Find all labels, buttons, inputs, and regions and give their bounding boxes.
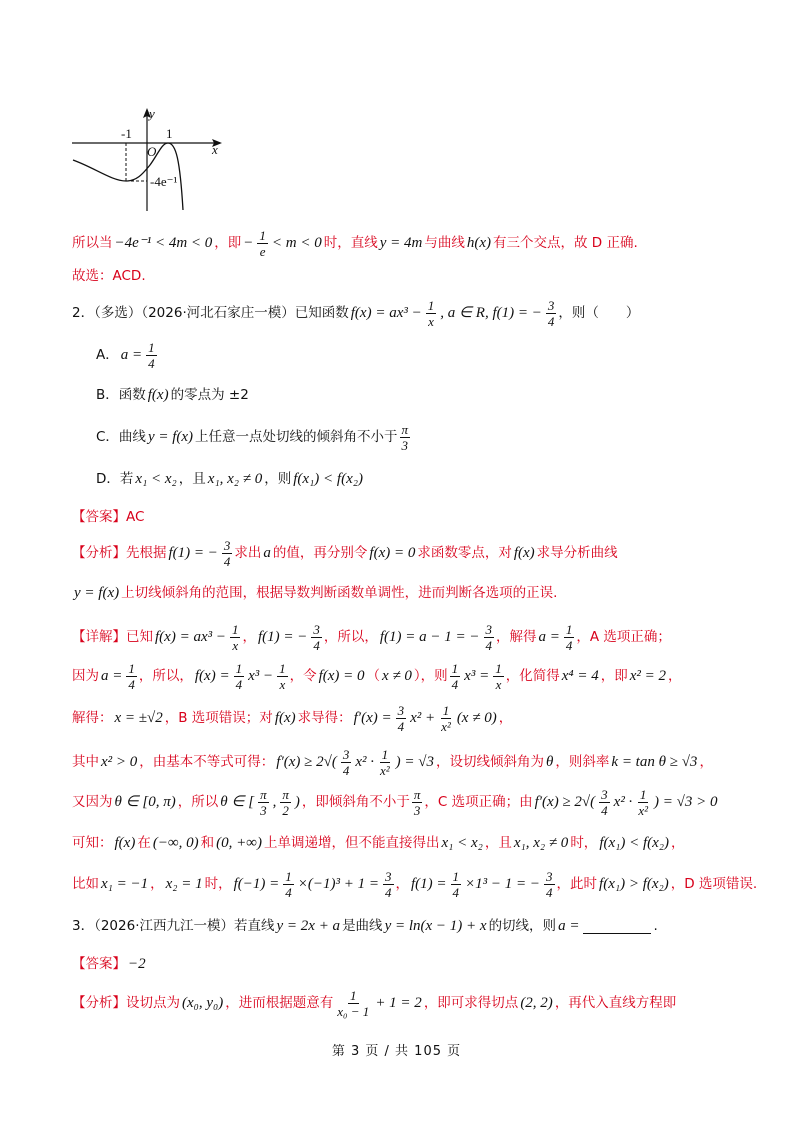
section-label: 【分析】 (72, 545, 126, 561)
text-run: 3．（2026·江西九江一模）若直线 (72, 918, 275, 934)
fraction-numerator: 1 (451, 660, 459, 676)
math-expression: (x ≠ 0) (456, 710, 497, 726)
text-run: 有三个交点，故 D 正确. (493, 235, 638, 251)
math-expression: f′(x) ≥ 2√( (276, 754, 337, 770)
math-expression: a = (558, 918, 580, 934)
math-expression: ×1³ − 1 = − (465, 876, 541, 892)
math-expression: ×(−1)³ + 1 = (297, 876, 380, 892)
math-expression: x ≠ 0 (382, 668, 412, 684)
text-run: ， (150, 876, 164, 892)
fraction-denominator: x (279, 676, 286, 692)
math-expression: f(x) = ax³ − (155, 629, 226, 645)
text-run: ，D 选项错误. (670, 876, 758, 892)
text-run: AC (126, 509, 145, 525)
math-expression: x₁ = −1 (101, 876, 149, 892)
math-fraction (493, 661, 504, 692)
math-expression: x² · (613, 794, 633, 810)
text-run: ， (671, 835, 685, 851)
math-expression: y = ln(x − 1) + x (384, 918, 487, 934)
fraction-numerator: 3 (223, 537, 231, 553)
fraction-denominator: 4 (313, 637, 320, 653)
text-run: 时， (204, 876, 232, 892)
math-fraction (636, 787, 650, 818)
math-expression: f(x) = (194, 668, 230, 684)
text-line (72, 989, 676, 1017)
fraction-denominator: 4 (148, 355, 155, 371)
answer-blank (583, 919, 651, 934)
math-expression: f′(x) = (353, 710, 392, 726)
math-fraction (258, 787, 269, 818)
text-line (72, 539, 618, 567)
fraction-denominator: x (232, 637, 239, 653)
text-run: ， (667, 668, 682, 684)
fraction-numerator: 1 (231, 621, 239, 637)
fraction-denominator: 4 (601, 802, 608, 818)
fraction-numerator: 1 (565, 621, 573, 637)
fraction-numerator: 3 (601, 786, 608, 802)
text-run: ，进而根据题意有 (225, 995, 334, 1011)
math-expression: x³ = (464, 668, 490, 684)
fraction-numerator: 1 (427, 297, 435, 313)
math-expression: y = f(x) (74, 585, 120, 601)
math-fraction (383, 869, 394, 900)
math-expression: , a ∈ R, f(1) = − (440, 305, 542, 321)
text-line (72, 662, 681, 690)
text-run: 的零点为 ±2 (170, 387, 249, 403)
fraction-denominator: x₀ − 1 (337, 1003, 370, 1019)
math-expression: x² > 0 (101, 754, 138, 770)
math-expression: f(x) (513, 545, 535, 561)
text-line (96, 381, 249, 409)
text-line (72, 262, 146, 290)
text-run: 上任意一点处切线的倾斜角不小于 (195, 429, 398, 445)
fraction-denominator: 4 (547, 313, 555, 329)
fraction-denominator: 4 (546, 884, 553, 900)
text-run: B．函数 (96, 387, 146, 403)
math-expression: x₁ < x₂ (135, 471, 177, 487)
text-run: ， (699, 754, 713, 770)
text-run: 时，直线 (323, 235, 378, 251)
math-expression: x² = 2 (629, 668, 666, 684)
math-expression: a = (538, 629, 560, 645)
fraction-denominator: 4 (342, 762, 350, 778)
math-expression: f(1) = (411, 876, 447, 892)
math-expression: , (272, 794, 277, 810)
fraction-denominator: 4 (235, 676, 243, 692)
math-expression: a (263, 545, 271, 561)
fraction-numerator: 1 (381, 746, 389, 762)
text-run: 已知 (126, 629, 153, 645)
text-line (72, 299, 639, 327)
text-run: 是曲线 (342, 918, 383, 934)
section-label: 【分析】 (72, 995, 126, 1011)
math-expression: θ ∈ [ (220, 794, 255, 810)
math-fraction (544, 869, 555, 900)
math-expression: f(x₁) > f(x₂) (599, 876, 669, 892)
text-run: ，再代入直线方程即 (554, 995, 677, 1011)
math-fraction (283, 869, 294, 900)
fraction-numerator: 1 (279, 660, 286, 676)
math-expression: x₂ = 1 (165, 876, 203, 892)
math-fraction (599, 787, 610, 818)
math-expression: ) (294, 794, 300, 810)
fraction-numerator: 1 (639, 786, 647, 802)
text-run: ， (498, 710, 513, 726)
fraction-numerator: 1 (495, 660, 502, 676)
text-line (72, 229, 638, 257)
text-run: 求导分析曲线 (536, 545, 618, 561)
math-expression: x² + (410, 710, 436, 726)
fraction-numerator: 3 (485, 621, 493, 637)
math-fraction (126, 661, 137, 692)
text-run: ，则（ ） (558, 305, 640, 321)
section-label: 【详解】 (72, 629, 126, 645)
math-expression: h(x) (466, 235, 492, 251)
math-fraction (335, 988, 371, 1019)
text-run: ，此时 (556, 876, 598, 892)
fraction-denominator: 4 (385, 884, 392, 900)
fraction-numerator: π (282, 786, 289, 802)
fraction-numerator: 1 (235, 660, 243, 676)
text-run: 求出 (234, 545, 262, 561)
fraction-numerator: 1 (442, 702, 450, 718)
text-run: ，解得 (496, 629, 537, 645)
math-expression: < m < 0 (271, 235, 322, 251)
text-run: 与曲线 (424, 235, 465, 251)
math-expression: ) = √3 (395, 754, 435, 770)
tick-label-1: 1 (166, 126, 173, 141)
text-run: 时， (570, 835, 598, 851)
math-fraction (378, 747, 392, 778)
fraction-denominator: 4 (128, 676, 135, 692)
fraction-denominator: 3 (260, 802, 267, 818)
math-expression: (2, 2) (520, 995, 553, 1011)
fraction-numerator: 3 (342, 746, 350, 762)
text-run: 2．（多选）（2026·河北石家庄一模）已知函数 (72, 305, 349, 321)
text-run: ，即倾斜角不小于 (301, 794, 410, 810)
math-expression: f(x) (274, 710, 296, 726)
math-fraction (311, 622, 322, 653)
text-run: 又因为 (72, 794, 113, 810)
fraction-denominator: 4 (565, 637, 573, 653)
function-graph-figure (68, 102, 233, 214)
math-expression: y = 2x + a (276, 918, 341, 934)
text-run: 比如 (72, 876, 99, 892)
math-fraction (146, 340, 157, 371)
math-expression: y = f(x) (147, 429, 194, 445)
fraction-denominator: x² (380, 762, 390, 778)
math-fraction (546, 298, 557, 329)
math-expression: f(−1) = (233, 876, 280, 892)
text-run: 先根据 (126, 545, 167, 561)
fraction-denominator: 4 (285, 884, 292, 900)
fraction-numerator: 1 (259, 227, 266, 243)
math-expression: + 1 = 2 (375, 995, 422, 1011)
section-label: 【答案】 (72, 509, 126, 525)
math-expression: f(1) = a − 1 = − (379, 629, 480, 645)
text-run: ，所以， (323, 629, 378, 645)
math-expression: f(x) = 0 (369, 545, 416, 561)
math-expression: −4e⁻¹ < 4m < 0 (114, 235, 213, 251)
text-line (72, 912, 658, 940)
fraction-denominator: 4 (485, 637, 493, 653)
math-fraction (484, 622, 495, 653)
text-run: 其中 (72, 754, 99, 770)
text-line (72, 579, 557, 607)
math-fraction (439, 703, 453, 734)
math-fraction (222, 538, 233, 569)
text-line (96, 341, 159, 369)
math-expression: x₁ < x₂ (441, 835, 483, 851)
math-expression: (0, +∞) (216, 835, 262, 851)
text-run: A． (96, 347, 119, 363)
math-fraction (451, 869, 462, 900)
text-line (72, 788, 719, 816)
text-run: ），则 (413, 668, 448, 684)
math-expression: x⁴ = 4 (561, 668, 599, 684)
math-fraction (564, 622, 575, 653)
math-expression: a = (120, 347, 143, 363)
text-run: ，且 (484, 835, 512, 851)
math-expression: a = (101, 668, 123, 684)
text-run: （ (366, 668, 381, 684)
fraction-denominator: e (259, 243, 266, 259)
text-line (72, 870, 757, 898)
text-run: ，且 (178, 471, 206, 487)
text-run: . (653, 918, 658, 934)
fraction-numerator: 1 (285, 868, 292, 884)
fraction-denominator: 4 (223, 553, 231, 569)
text-run: 求函数零点，对 (417, 545, 512, 561)
text-line (72, 950, 148, 978)
fraction-numerator: 1 (128, 660, 135, 676)
fraction-denominator: x (428, 313, 434, 329)
math-expression: f(x) = ax³ − (350, 305, 422, 321)
text-run: ，即 (214, 235, 242, 251)
math-expression: f(x) = 0 (318, 668, 365, 684)
fraction-numerator: 3 (546, 868, 553, 884)
text-line (72, 704, 512, 732)
text-run: ，设切线倾斜角为 (436, 754, 545, 770)
text-line (72, 748, 713, 776)
text-run: 在 (137, 835, 151, 851)
math-expression: f(x₁) < f(x₂) (599, 835, 669, 851)
math-expression: f(x₁) < f(x₂) (293, 471, 363, 487)
text-run: 上切线倾斜角的范围，根据导数判断函数单调性，进而判断各选项的正误. (121, 585, 558, 601)
text-run: ，化简得 (505, 668, 560, 684)
page-footer: 第 3 页 / 共 105 页 (331, 1044, 462, 1059)
fraction-denominator: x² (441, 718, 451, 734)
text-run: ，即可求得切点 (423, 995, 519, 1011)
fraction-numerator: π (413, 786, 421, 802)
y-axis-label: y (149, 106, 155, 121)
text-run: 和 (200, 835, 215, 851)
text-run: 因为 (72, 668, 99, 684)
fraction-numerator: 1 (452, 868, 460, 884)
fraction-numerator: 3 (313, 621, 320, 637)
math-expression: x = ±√2 (114, 710, 163, 726)
math-fraction (277, 661, 288, 692)
text-run: 所以当 (72, 235, 113, 251)
math-expression: f(x) (114, 835, 136, 851)
math-fraction (234, 661, 245, 692)
math-expression: f(1) = − (168, 545, 218, 561)
text-line (96, 465, 365, 493)
fraction-denominator: 3 (401, 437, 409, 453)
math-expression: x³ − (248, 668, 274, 684)
text-run: ， (395, 876, 410, 892)
math-expression: f(x) (147, 387, 169, 403)
math-fraction (400, 422, 411, 453)
fraction-denominator: 4 (397, 718, 405, 734)
math-expression: θ ∈ [0, π) (114, 794, 176, 810)
text-run: 的值，再分别令 (272, 545, 368, 561)
text-run: ，C 选项正确；由 (424, 794, 533, 810)
origin-label: O (147, 144, 157, 159)
math-expression: (−∞, 0) (152, 835, 199, 851)
fraction-numerator: 1 (350, 987, 357, 1003)
fraction-numerator: 3 (385, 868, 392, 884)
text-run: D．若 (96, 471, 134, 487)
math-expression: f′(x) ≥ 2√( (534, 794, 596, 810)
text-run: C．曲线 (96, 429, 146, 445)
math-fraction (412, 787, 423, 818)
math-fraction (450, 661, 461, 692)
text-run: 求导得： (297, 710, 352, 726)
text-run: ，B 选项错误；对 (164, 710, 273, 726)
math-expression: θ (546, 754, 554, 770)
text-run: 上单调递增，但不能直接得出 (263, 835, 440, 851)
fraction-denominator: 3 (413, 802, 421, 818)
fraction-denominator: x (495, 676, 502, 692)
fraction-numerator: 3 (547, 297, 555, 313)
text-run: ，A 选项正确； (576, 629, 671, 645)
fraction-denominator: 4 (451, 676, 459, 692)
math-expression: f(1) = − (257, 629, 308, 645)
text-run: ，则 (264, 471, 292, 487)
text-run: ，由基本不等式可得： (139, 754, 275, 770)
x-axis-label: x (212, 142, 218, 157)
text-run: 设切点为 (126, 995, 180, 1011)
math-expression: x² · (355, 754, 374, 770)
text-run: 故选：ACD. (72, 268, 146, 284)
text-run: ，即 (600, 668, 628, 684)
math-fraction (426, 298, 437, 329)
text-run: ，令 (289, 668, 317, 684)
fraction-numerator: π (401, 421, 409, 437)
math-expression: −2 (128, 956, 146, 972)
fraction-numerator: π (260, 786, 267, 802)
fraction-numerator: 1 (148, 339, 155, 355)
text-run: 的切线，则 (488, 918, 557, 934)
text-line (72, 503, 144, 531)
text-line (72, 623, 671, 651)
fraction-denominator: 2 (282, 802, 289, 818)
section-label: 【答案】 (72, 956, 126, 972)
text-line (72, 829, 685, 857)
math-expression: (x₀, y₀) (182, 995, 224, 1011)
text-run: ，所以 (177, 794, 219, 810)
math-fraction (341, 747, 352, 778)
math-expression: x₁, x₂ ≠ 0 (207, 471, 263, 487)
text-run: ，则斜率 (555, 754, 610, 770)
math-fraction (396, 703, 407, 734)
math-expression: x₁, x₂ ≠ 0 (513, 835, 569, 851)
math-fraction (257, 228, 268, 259)
math-fraction (230, 622, 241, 653)
math-expression: y = 4m (379, 235, 423, 251)
text-run: 解得： (72, 710, 113, 726)
text-run: 可知： (72, 835, 113, 851)
math-expression: ) = √3 > 0 (653, 794, 718, 810)
fraction-numerator: 3 (397, 702, 405, 718)
math-expression: k = tan θ ≥ √3 (611, 754, 698, 770)
text-run: ，所以， (138, 668, 193, 684)
minimum-value-label: -4e⁻¹ (150, 174, 178, 189)
tick-label-neg1: -1 (121, 126, 132, 141)
fraction-denominator: x² (638, 802, 648, 818)
fraction-denominator: 4 (452, 884, 460, 900)
math-expression: − (243, 235, 254, 251)
text-line (96, 423, 412, 451)
math-fraction (280, 787, 291, 818)
text-run: ， (242, 629, 256, 645)
